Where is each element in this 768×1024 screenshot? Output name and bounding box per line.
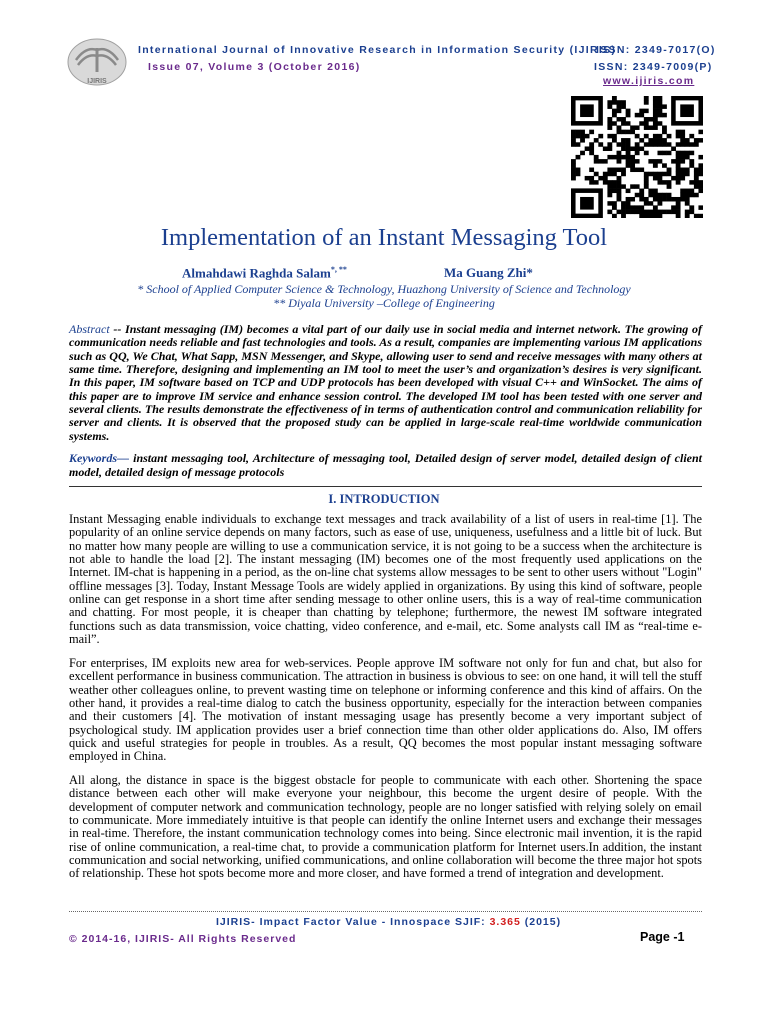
impact-value: 3.365 (489, 916, 521, 928)
keywords-text: instant messaging tool, Architecture of messaging tool, Detailed design of server model, detailed design of client model, detailed design of message protocols (69, 451, 702, 479)
intro-paragraph-3: All along, the distance in space is the biggest obstacle for people to communicate with each other. Shortening the space distance between each other will make everyone your neighbour, this become the urgent desire of people. With the development of computer network and communication technology, people are no longer satisfied with relying solely on email to communicate. More immediately intuitive is that people can identify the online Internet users and exchange their messages in real-time. Therefore, the instant communication technology comes into being. Since electronic mail invention, it is the rapid rise of online communication, a real-time chat, to provide a communication platform for Internet users.In addition, the instant communication and social networking, unified communications, and online collaboration will become the three major hot spots of relationship. These hot spots become more and more closer, and have formed a trend of integration and development. (69, 773, 702, 881)
impact-suffix: (2015) (520, 916, 562, 928)
impact-prefix: IJIRIS- Impact Factor Value - Innospace SJIF: (216, 916, 490, 928)
author-1 (182, 265, 347, 281)
issn-online: ISSN: 2349-7017(O) (596, 44, 716, 56)
qr-code[interactable] (571, 96, 703, 218)
author-2: Ma Guang Zhi* (444, 265, 533, 280)
page-number: Page -1 (640, 930, 685, 944)
intro-paragraph-2: For enterprises, IM exploits new area for web-services. People approve IM software not only for fun and chat, but also for excellent performance in business communication. The attraction in business is obvious to see: on one hand, it will tell the stuff weather other colleagues online, to prevent wasting time on telephone or informing conference and this kind of affairs. On the other hand, it provides a real-time dialog to catch the business opportunity, especially for the interaction between companies and their customers [4]. The motivation of instant messaging usage has presently become a very important subject of psychological study. IM application provides user a brief connection time than other older applications do. Also, IM offers quick and useful strategies for people in troubles. As a result, QQ becomes the most popular instant messaging software employed in China. (69, 656, 702, 764)
journal-website-link[interactable]: www.ijiris.com (603, 75, 695, 87)
affiliation-2: ** Diyala University –College of Engineering (273, 296, 495, 310)
affiliation-1: * School of Applied Computer Science & Technology, Huazhong University of Science and Technology (137, 282, 631, 296)
abstract-text: -- Instant messaging (IM) becomes a vital part of our daily use in social media and internet network. The growing of communication needs reliable and fast technologies and tools. As a result, companies are implementing various IM applications such as QQ, We Chat, What Sapp, MSN Messenger, and Skype, allowing user to send and receive messages with many others at same time. Therefore, designing and implementing an IM tool to meet the user’s and organization’s desires is very significant. In this paper, IM software based on TCP and UDP protocols has been developed with visual C++ and WinSocket. The aims of this paper are to improve IM service and enhance session control. The developed IM tool has been tested with one server and several clients. The results demonstrate the effectiveness of in terms of authentication control and communication reliability for server and clients. It is observed that the proposed study can be applied in large-scale real-time worldwide communication systems. (69, 322, 702, 443)
logo-text: IJIRIS (87, 78, 107, 85)
keywords (69, 452, 702, 479)
intro-paragraph-1: Instant Messaging enable individuals to exchange text messages and track availability of a list of users in real-time [1]. The popularity of an online service depends on many factors, such as ease of use, uniqueness, usefulness and a little bit of luck. But no matter how many people are willing to use a communication service, it is not going to be a success when the architecture is not able to handle the load [2]. The instant messaging (IM) becomes one of the most frequently used applications on the Internet. IM-chat is happening in a period, as the on-line chat systems allow messages to be sent to other users without "Login" offline messages [3]. Today, Instant Message Tools are widely applied in organizations. By using this kind of software, people online can get response in a short time after sending message to other online users, this is a way of real-time communication and chatting. For most people, it is cheaper than chatting by telephone; furthermore, the newest IM software integrated functions such as data transmission, voice chatting, video conference, and e-mail, etc. Some analysts call IM as “real-time e-mail”. (69, 512, 702, 647)
author-1-marks: *, ** (330, 265, 347, 274)
issue-info: Issue 07, Volume 3 (October 2016) (148, 61, 361, 73)
keywords-label: Keywords— (69, 451, 129, 465)
journal-name: International Journal of Innovative Research in Information Security (IJIRIS) (138, 44, 617, 56)
abstract-divider (69, 486, 702, 487)
issn-print: ISSN: 2349-7009(P) (594, 61, 713, 73)
impact-factor (216, 916, 561, 928)
paper-title: Implementation of an Instant Messaging Tool (160, 224, 608, 251)
abstract (69, 323, 702, 443)
copyright: © 2014-16, IJIRIS- All Rights Reserved (69, 933, 297, 945)
footer-divider (69, 911, 702, 912)
section-heading-introduction: I. INTRODUCTION (328, 492, 440, 506)
author-1-name: Almahdawi Raghda Salam (182, 265, 331, 281)
journal-logo (66, 38, 128, 90)
abstract-label: Abstract (69, 322, 110, 336)
